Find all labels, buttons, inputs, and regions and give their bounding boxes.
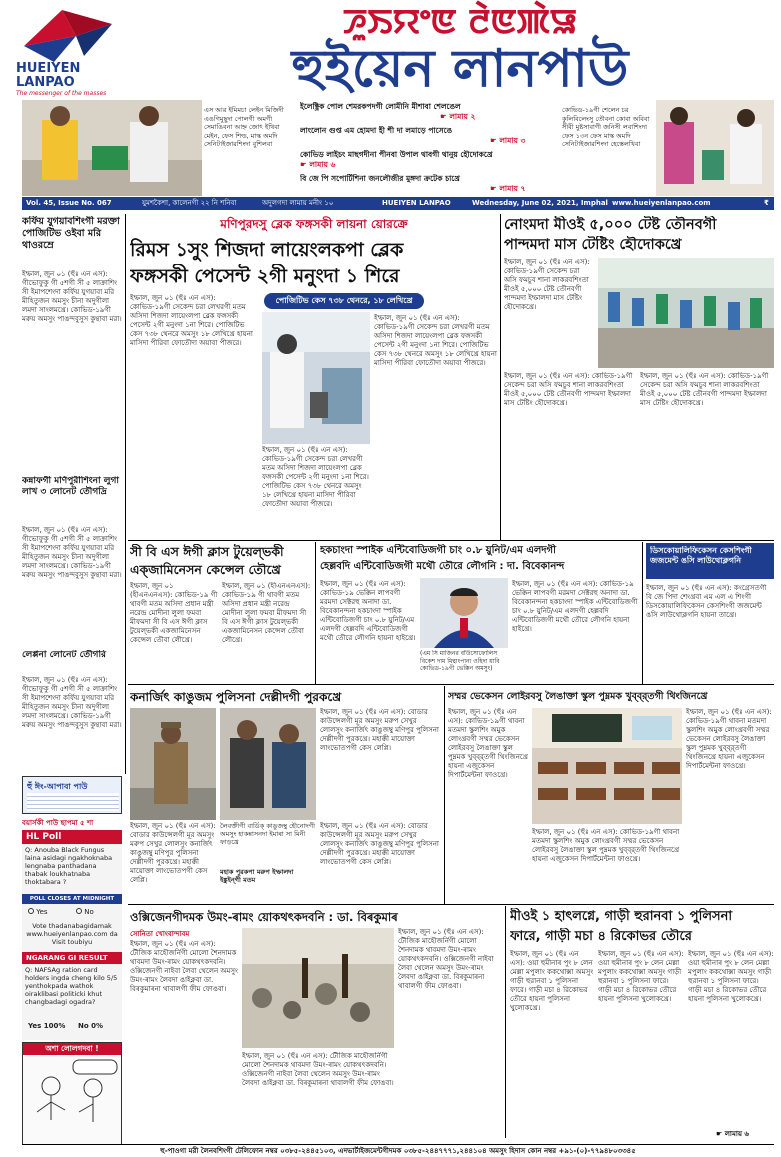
rims-headline-2[interactable]: ফঙ্গসকী পেসেন্ট ২গী মনুংদা ১ শিরে [130,265,400,287]
curfew-headline[interactable]: কর্ফিয় যুগয়াবশিংগী মরক্তা পোজিটিভ ওইবা মরি থাওরম্রে [22,216,120,251]
col-divider-oxygen [505,906,506,1138]
col-divider-disq [642,542,643,684]
paper-bird-icon [14,6,124,66]
teasers [300,100,560,196]
oxygen-byline: সোনিতা খোংবান্দাবম [130,930,190,938]
sidebar-ad-sub: বয়াৰ্সকী পাউ ছাপমা ৫ শা [22,819,94,827]
curfew-body-3: ইম্ফাল, জুন ০১ (হুঁঃ এন এস): গীভোফুকু গী ৫শগী সী ৫ লাক্রাশিং সী ইমাপশেংদা কর্ফিয় যুগয়াবা মরি মীহিতুজন অমসুং চীনা অদুগীলা লমদা সাংলমখ্রে। কোভিড-১৯গী মরুয় অমসুং পাঙন্দবুসুস কুন্থাবা মরা। [22,676,122,729]
oxygen-body-col2: ইম্ফাল, জুন ০১ (হুঁঃ এন এস): টৌজিক মাহৌজৰ্নিগী মোলো শৈনদামক থাবমদা উমং-ৰামং য়োকথৎকদবনি। ওক্সিজেনগী নাইবা লৈবা থেলেন অমসুং উমং-ৰামং লৈবদা ঙাইক্নবা ডা. বিৰকুমাৰনা থাবালগী ফীম ফোঙবা। [242,1052,394,1087]
summer-body-col1: ইম্ফাল, জুন ০১ (হুঁঃ এন এস): কোভিড-১৯গী থাবনা মতমদা স্কুলশিং অমুক লোংখ্রবগী সম্মর ভেকেসন লোইরবসু লৈঙাক্তা স্কুল পুম্নমক খুব্ব্র্তগী থিংজিনখ্রে হায়না এজুকেসন দিপার্টমেন্টনা ফাওখ্রে। [448,708,528,779]
col-divider-left [125,214,126,774]
poll-no-option[interactable] [76,908,116,918]
top-photo-right-caption: কোভিড-১৯গী শেলেন চর কুলিবিলেংসু তৌবনা কোবা অবিবা সীবী মুষ্টসাবাগী জনিসী লবাশিংদা ফেস ১৩ন ফেস মাস্ক অমদি সেনিটাইজারশিংদা হেস্তেলখিবা [562,106,650,148]
curfew-story [22,214,122,774]
teaser-1[interactable]: ইলেক্ট্রিক পোল শেমরকপদগী লোমীনি মীশাবা শেলঙেল [300,102,461,111]
oxygen-body-col1: ইম্ফাল, জুন ০১ (হুঁঃ এন এস): টৌজিক মাহৌজৰ্নিগী মোলো শৈনদামক থাবমদা উমং-ৰামং য়োকথৎকদবনি। ওক্সিজেনগী নাইবা লৈবা থেলেন অমসুং উমং-ৰামং লৈবদা ঙাইক্নবা ডা. বিৰকুমাৰনা থাবালগী ফীম ফোঙবা। [130,940,238,993]
cartoon-title: অশা লোলগদবা ! [23,1043,121,1055]
accident-headline-1[interactable]: মীওই ১ হাৎলগ্নে, গাড়ী হুরানবা ১ পুলিসনা [510,909,733,924]
accident-headline-2[interactable]: ফারে, গাড়ী মচা ৪ রিকোভর তৌরে [510,929,692,944]
volume: Vol. 45, Issue No. 067 [26,199,112,207]
top-photo-left [22,100,202,196]
cartoon-box [22,1042,122,1144]
curfew-subhead-2[interactable]: লেপ্পনা লোনেট তৌগরি [22,650,106,660]
footer-text: হু-পাওগা মরী লৈনবশিংগী টেলিফোন নম্বর ০৩৮৫-২৪৪৫১০৩, এদভার্টাইজমেন্টগীদমক ০৩৮৫-২৪৪৭৭৭১,২৪৪১০৪ অমসুং হিদাস কোন নম্বর +৯১-(০)-৭৭৯৪৮০৩৩৪৫ [160,1147,636,1155]
footer-bar [22,1144,774,1156]
teaser-1-jump[interactable]: ☛ লামায় ২ [440,112,476,121]
poll-yes-option[interactable] [28,908,68,918]
curfew-subhead[interactable]: কন্নাফগী মণিপুরীশিংনা লুগা লাখ ৩ লোনেট তৌগদ্রি [22,476,119,497]
police-body-3: ইম্ফাল, জুন ০১ (হুঁঃ এন এস): বোডার কাউন্সেলগী মূর অমসুং মরুপ সেখুর লোলসুং কনার্জিৎ কাঙুজম্বু মণিপুর পুলিসনা দেল্লীদগী পুরকখ্রে। মহাক্কী মায়োক্তা লাংভোতপগী কেস লেপ্লি। [320,822,439,866]
accident-body-col3: ইম্ফাল, জুন ০১ (হুঁঃ এন এস): ওয়া হুমীনাৰ পুং ৮ লেন মেল্লা মপুলাং ককথোক্সা অমসুং গাড়ী হুরানবা ১ পুলিসনা ফারে। গাড়ী মচা ৪ রিকোভর তৌরে হায়না পুলিসনা খুলোকখ্রে। [688,950,774,1003]
rims-body-col2: ইম্ফাল, জুন ০১ (হুঁঃ এন এস): কোভিড-১৯গী সেকেন্দ চরা লেখরগী মতম অসিদা শিজদা লায়েংলপা ব্লেক ফঙ্গসকী পেসেন্ট ২গী মনুংদা ১না শিরে। পোজিটিভ কেস ৭৩৮ থেনরে অমসুং ১৮ লেখিখ্রে হায়না মাসিদা পীরিবা ফোতৌদা অয়াবা পীজরে। [262,446,369,508]
top-photo-left-caption: এস আর ইমিমচা লেইন মিজিদী এঙগিমুছুদা পোলগী অমগী সেমাঙিবনা আহ্ন জোৎ ইথিবা মেইন, ফেস শিল্ড, মাস্ক অমদি সেনিটাইজারশিংদা বুশিলবা [204,106,284,148]
poll-title: HL Poll [22,830,122,844]
rims-headline-1[interactable]: রিমস ১সুং শিজদা লায়েংলকপা ব্লেক [130,239,404,261]
poll-no-radio[interactable] [76,908,82,914]
result-question: Q: NAFSAg ration card holders ingda cheng kilo 5/5 yenthokpada wathok oiraklibasi politicki khut changbadagi ogadra? [25,966,118,1006]
vivek-photo [420,578,508,648]
police-headline[interactable]: কনার্জিৎ কাঙুজম পুলিসনা দেল্লীদগী পুরকখ্রে [130,690,342,704]
teaser-3[interactable]: কোভিড লাইচং মাছগদীনা পীনবা উপাল থাবগী থানুয় হৌদোকখ্রে [300,150,493,159]
vivek-body-col1: ইম্ফাল, জুন ০১ (হুঁঃ এন এস): কোভিড-১৯ ভেক্কিন লাপবগী মরমদা সেক্টরহু অনাদা ডা. বিবেকানন্দনা হকচাংদা স্পাইক এন্টিবোডিজগী চাং ০.৮ য়ুনিট/এম এলদগী হেল্লবদি এন্টিবোডিজগী মথৌ তৌরে লৌগনি হায়না হাইখ্রে। [320,580,416,642]
price: ₹ 4.50 [764,199,781,220]
accident-jump[interactable]: ☛ লামায় ৬ [716,1130,749,1138]
col-divider-mid [500,214,501,540]
sidebar-ad-lines [27,793,119,811]
top-photo-right [656,100,774,196]
curfew-body-2: ইম্ফাল, জুন ০১ (হুঁঃ এন এস): গীভোফুকু গী ৫শগী সী ৫ লাক্রাশিং সী ইমাপশেংদা কর্ফিয় যুগয়াবা মরি মীহিতুজন অমসুং চীনা অদুগীলা লমদা সাংলমখ্রে। কোভিড-১৯গী মরুয় অমসুং পাঙন্দবুসুস কুন্থাবা মরা। [22,526,122,579]
poll-no-label: No [84,908,94,916]
testing-body-col1: ইম্ফাল, জুন ০১ (হুঁঃ এন এস): কোভিড-১৯গী সেকেন্দ চরা অসি ফমচুব শানা লাকরবশিংতা মীওই ৫,০০০ টেষ্ট তৌনবগী পান্দমদা ইম্ফালদা মাস টেষ্টিং হৌদোকখ্রে। [504,258,590,311]
testing-body-col3: ইম্ফাল, জুন ০১ (হুঁঃ এন এস): কোভিড-১৯গী সেকেন্দ চরা অসি ফমচুব শানা লাকরবশিংতা মীওই ৫,০০০ টেষ্ট তৌনবগী পান্দমদা ইম্ফালদা মাস টেষ্টিং হৌদোকখ্রে। [640,372,769,407]
result-yes: Yes 100% [28,1022,66,1030]
poll-yes-label: Yes [36,908,48,916]
summer-classroom-photo [532,708,682,824]
cbse-headline-2[interactable]: এক্জামিনেসন কেন্সেল তৌখ্রে [130,562,281,577]
poll-yes-radio[interactable] [28,908,34,914]
brand-latin: HUEIYEN LANPAO [16,61,81,90]
paper-name: HUEIYEN LANPAO [382,199,451,207]
vivek-headline-1[interactable]: হকচাংদা স্পাইক এন্টিবোডিজগী চাং ০.৮ য়ুনিট/এম এলদগী [320,545,556,556]
positive-badge: পোজিটিভ কেস ৭৩৮ থেনরে, ১৮ লেখিখ্রে [264,293,424,309]
sidebar-ad[interactable] [22,776,122,814]
rims-kicker[interactable]: মণিপুরদসু ব্লেক ফঙ্গসকী লায়না য়োরক্রে [220,217,408,231]
summer-body-col3: ইম্ফাল, জুন ০১ (হুঁঃ এন এস): কোভিড-১৯গী থাবনা মতমদা স্কুলশিং অমুক লোংখ্রবগী সম্মর ভেকেসন লোইরবসু লৈঙাক্তা স্কুল পুম্নমক খুব্ব্র্তগী থিংজিনখ্রে হায়না এজুকেসন দিপার্টমেন্টনা ফাওখ্রে। [686,708,772,770]
cartoon-drawing [23,1056,121,1144]
cbse-headline-1[interactable]: সী বি এস ঈগী ক্লাস টুয়েল্ভকী [130,544,284,559]
accident-body-col1: ইম্ফাল, জুন ০১ (হুঁঃ এন এস): ওয়া হুমীনাৰ পুং ৮ লেন মেল্লা মপুলাং ককথোক্সা অমসুং গাড়ী হুরানবা ১ পুলিসনা ফারে। গাড়ী মচা ৪ রিকোভর তৌরে হায়না পুলিসনা খুলোকখ্রে। [510,950,594,1012]
police-photo-caption-2: মহাক পুরকপা মরুপ ইম্ফালদা ইঙ্কুইন্গী মতম [220,868,294,884]
teaser-2[interactable]: লাংলোন গুপ্ত এম হোমদা হী শী দা লমাড়ে পাসেঙে [300,126,453,135]
disq-body: ইম্ফাল, জুন ০১ (হুঁঃ এন এস): কংগ্রেসতগী বি জে পিদা শেংখ্রবা এম এল এ শিংগী ডিসকোয়ালিফিকেসন কেসশিংগী জজমেন্ট ঙসি লাউথোক্লগনি হায়না তাখ্রে। [646,584,767,619]
testing-headline-2[interactable]: পান্দমদা মাস টেষ্টিং হৌদোকখ্রে [504,237,682,253]
teaser-3-jump[interactable]: ☛ লামায় ৬ [300,160,336,169]
vote-text[interactable]: Vote thadanabagidamak www.hueiyenlanpao.com da Visit toubiyu [26,922,118,946]
local-date: যুমশকৈশা, কালেনগী ২২ নি শনিবা [142,199,237,207]
website-link[interactable]: www.hueiyenlanpao.com [612,199,711,207]
col-divider-police [444,686,445,904]
title-bengali: হুইয়েন লানপাউ [291,39,629,99]
section-rule-2 [128,684,774,685]
masthead [0,0,781,100]
summer-headline[interactable]: সম্মর ভেকেসন লোইরবসু লৈঙাক্তা স্কুল পুম্নমক খুব্ব্র্তগী থিংজিনখ্রে [448,691,708,702]
poll-question: Q: Anouba Black Fungus laina asidagi ngakhoknaba lengnaba panthadana thabak loukhatnaba thoktabara ? [25,846,113,886]
issue-date: Wednesday, June 02, 2021, Imphal [472,199,608,207]
oxygen-photo [242,928,394,1048]
police-photo-caption: লৈবক্তীগী বাৰ্ডিক্ কাঙুজম্বু হৌনোদগী অমসুং হাকন্নাসনদা ইমাৰা সা মিনী ফাড়খ্রে [220,822,315,846]
disq-headline[interactable]: ডিসকোয়ালিফিকেসন কেসশিংগী জজমেন্ট ঙসি লাউথোক্লগনি [650,546,752,565]
rims-body-col3: ইম্ফাল, জুন ০১ (হুঁঃ এন এস): কোভিড-১৯গী সেকেন্দ চরা লেখরগী মতম অসিদা শিজদা লায়েংলপা ব্লেক ফঙ্গসকী পেসেন্ট ২গী মনুংদা ১না শিরে। পোজিটিভ কেস ৭৩৮ থেনরে অমসুং ১৮ লেখিখ্রে হায়না মাসিদা পীরিবা ফোতৌদা অয়াবা পীজরে। [374,314,497,367]
police-photo-2 [220,708,316,820]
cbse-body-col2: ইম্ফাল, জুন ০১ (হীএনএনএস): কোভিড-১৯ গী থাবগী মতম অসিদা প্রধান মন্ত্রী নরেন্দ্র মোদীনা লুলা ফমবা মীফমদা সী বি এস ঈগী ক্লাস টুয়েল্ভকী একজামিনেসন কেন্সেল তৌবা লৌখ্রে। [222,582,311,644]
rims-body-col1: ইম্ফাল, জুন ০১ (হুঁঃ এন এস): কোভিড-১৯গী সেকেন্দ চরা লেখরগী মতম অসিদা শিজদা লায়েংলপা ব্লেক ফঙ্গসকী পেসেন্ট ২গী মনুংদা ১না শিরে। পোজিটিভ কেস ৭৩৮ থেনরে অমসুং ১৮ লেখিখ্রে হায়না মাসিদা পীরিবা ফোতৌদা অয়াবা পীজরে। [130,294,253,347]
title-script: ꯍꯨꯏꯌꯦꯟ ꯂꯥꯟꯄꯥꯎ [342,2,578,42]
police-body: ইম্ফাল, জুন ০১ (হুঁঃ এন এস): বোডার কাউন্সেলগী মূর অমসুং মরুপ সেখুর লোলসুং কনার্জিৎ কাঙুজম্বু মণিপুর পুলিসনা দেল্লীদগী পুরকখ্রে। মহাক্কী মায়োক্তা লাংভোতপগী কেস লেপ্লি। [320,708,439,752]
sidebar-ad-title: হুঁ ঈং-আপাবা পাউ [27,782,88,791]
vivek-photo-caption: (এম সি মাজিনর বাঁউসোফোলিস বিকেশ দাম মিন্থাংপানা ওহিদা য়াবি কোভিড-১৯গী ভেক্কিন অমসুং) [420,650,500,672]
vivek-headline-2[interactable]: হেল্লবদি এন্টিবোডিজগী মথৌ তৌরে লৌগনি : দা. বিবেকানন্দ [320,561,565,572]
hl-poll [22,830,122,1040]
local-price: অদুলগদা লামায় মনীং ১০ [262,199,334,207]
summer-body-col2: ইম্ফাল, জুন ০১ (হুঁঃ এন এস): কোভিড-১৯গী থাবনা মতমদা স্কুলশিং অমুক লোংখ্রবগী সম্মর ভেকেসন লোইরবসু লৈঙাক্তা স্কুল পুম্নমক খুব্ব্র্তগী থিংজিনখ্রে হায়না এজুকেসন দিপার্টমেন্টনা ফাওখ্রে। [532,828,680,863]
cbse-body-col1: ইম্ফাল, জুন ০১ (হীএনএনএস): কোভিড-১৯ গী থাবগী মতম অসিদা প্রধান মন্ত্রী নরেন্দ্র মোদীনা লুলা ফমবা মীফমদা সী বি এস ঈগী ক্লাস টুয়েল্ভকী একজামিনেসন কেন্সেল তৌবা লৌখ্রে। [130,582,218,644]
accident-body-col2: ইম্ফাল, জুন ০১ (হুঁঃ এন এস): ওয়া হুমীনাৰ পুং ৮ লেন মেল্লা মপুলাং ককথোক্সা অমসুং গাড়ী হুরানবা ১ পুলিসনা ফারে। গাড়ী মচা ৪ রিকোভর তৌরে হায়না পুলিসনা খুলোকখ্রে। [598,950,684,1003]
police-body-2: ইম্ফাল, জুন ০১ (হুঁঃ এন এস): বোডার কাউন্সেলগী মূর অমসুং মরুপ সেখুর লোলসুং কনার্জিৎ কাঙুজম্বু মণিপুর পুলিসনা দেল্লীদগী পুরকখ্রে। মহাক্কী মায়োক্তা লাংভোতপগী কেস লেপ্লি। [130,822,216,884]
teaser-4-jump[interactable]: ☛ লামায় ৭ [490,184,526,193]
vivek-body-col2: ইম্ফাল, জুন ০১ (হুঁঃ এন এস): কোভিড-১৯ ভেক্কিন লাপবগী মরমদা সেক্টরহু অনাদা ডা. বিবেকানন্দনা হকচাংদা স্পাইক এন্টিবোডিজগী চাং ০.৮ য়ুনিট/এম এলদগী হেল্লবদি এন্টিবোডিজগী মথৌ তৌরে লৌগনি হায়না হাইখ্রে। [512,580,638,633]
tagline: The messenger of the masses [16,90,107,97]
rims-photo [262,312,370,444]
testing-body-col2: ইম্ফাল, জুন ০১ (হুঁঃ এন এস): কোভিড-১৯গী সেকেন্দ চরা অসি ফমচুব শানা লাকরবশিংতা মীওই ৫,০০০ টেষ্ট তৌনবগী পান্দমদা ইম্ফালদা মাস টেষ্টিং হৌদোকখ্রে। [504,372,633,407]
section-rule-1 [128,540,774,541]
poll-close: POLL CLOSES AT MIDNIGHT [22,894,122,904]
teaser-4[interactable]: বি জে পি সপোর্টিশিনা জনলৌজীর মুঙ্গদা ক্রটেক চাখ্ৰে [300,174,460,183]
teaser-2-jump[interactable]: ☛ লামায় ৩ [490,136,526,145]
testing-headline-1[interactable]: নোংমদা মীওই ৫,০০০ টেষ্ট তৌনবগী [504,217,717,233]
testing-photo [598,258,774,368]
result-title: NGARANG GI RESULT [22,952,122,964]
oxygen-headline[interactable]: ওক্সিজেনগীদমক উমং-ৰামং য়োকথৎকদবনি : ডা. বিৰকুমাৰ [130,910,398,924]
oxygen-body-col3: ইম্ফাল, জুন ০১ (হুঁঃ এন এস): টৌজিক মাহৌজৰ্নিগী মোলো শৈনদামক থাবমদা উমং-ৰামং য়োকথৎকদবনি। ওক্সিজেনগী নাইবা লৈবা থেলেন অমসুং উমং-ৰামং লৈবদা ঙাইক্নবা ডা. বিৰকুমাৰনা থাবালগী ফীম ফোঙবা। [398,928,494,990]
result-no: No 0% [78,1022,103,1030]
disq-box [646,543,774,579]
logo [14,6,124,96]
col-divider-cbse [315,542,316,684]
curfew-body: ইম্ফাল, জুন ০১ (হুঁঃ এন এস): গীভোফুকু গী ৫শগী সী ৫ লাক্রাশিং সী ইমাপশেংদা কর্ফিয় যুগয়াবা মরি মীহিতুজন অমসুং চীনা অদুগীলা লমদা সাংলমখ্রে। কোভিড-১৯গী মরুয় অমসুং পাঙন্দবুসুস কুন্থাবা মরা। [22,270,122,323]
police-photo-1 [130,708,216,820]
section-rule-3 [128,904,774,905]
dateline-bar [22,197,781,220]
